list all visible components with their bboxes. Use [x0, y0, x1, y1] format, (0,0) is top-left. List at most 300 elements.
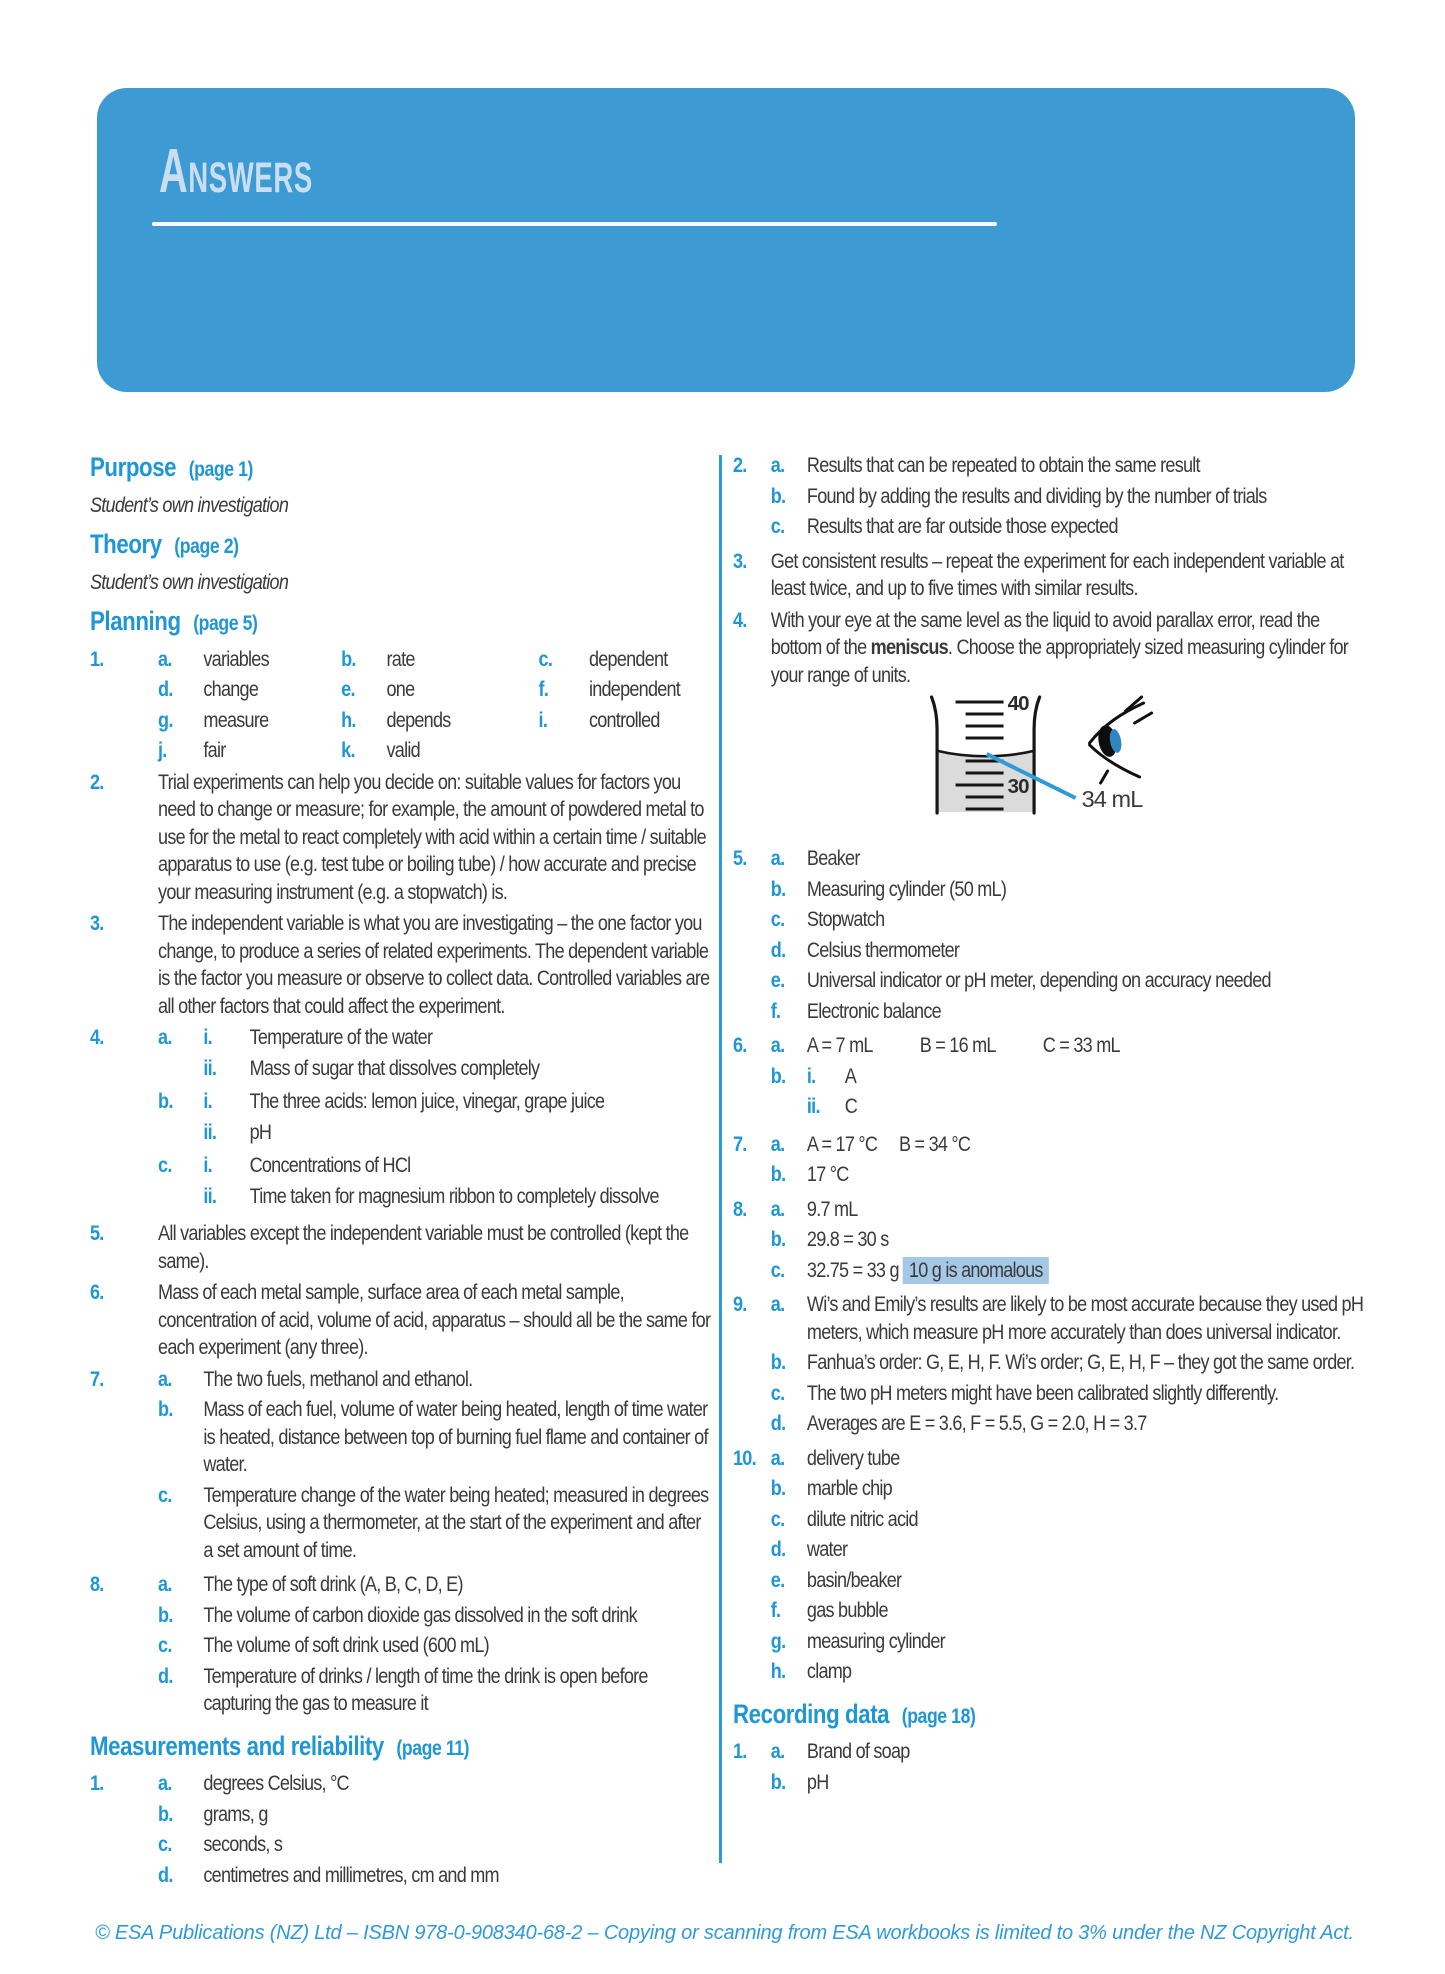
- part-letter: c.: [158, 1633, 172, 1657]
- answer-item: [90, 910, 712, 1020]
- answer-text: water: [806, 1537, 848, 1561]
- part-letter: b.: [158, 1602, 173, 1627]
- part-body: [203, 1571, 712, 1599]
- answer-part: [158, 1024, 712, 1085]
- section-page-ref: (page 18): [901, 1704, 976, 1728]
- part-body: [807, 1032, 1365, 1060]
- answer-item: [90, 1571, 712, 1721]
- answer-part: [771, 1349, 1365, 1377]
- answer-text: The two fuels, methanol and ethanol.: [203, 1366, 473, 1391]
- answer-part: [771, 906, 1365, 934]
- part-letter: b.: [770, 1769, 786, 1794]
- roman-numeral: ii.: [203, 1119, 217, 1144]
- left-column: [90, 452, 712, 1896]
- answer-text: 9.7 mL: [806, 1196, 858, 1221]
- answer-text: Mass of sugar that dissolves completely: [249, 1055, 540, 1080]
- answer-text: basin/beaker: [806, 1567, 902, 1592]
- answer-part: [771, 452, 1365, 480]
- item-number: 2.: [90, 769, 104, 794]
- part-letter: a.: [770, 1033, 785, 1057]
- item-body: [771, 845, 1365, 1028]
- footer-copyright: © ESA Publications (NZ) Ltd – ISBN 978-0-908340-68-2 – Copying or scanning from ESA workbooks is limited to 3% under the NZ Copyright Act.: [95, 1922, 1354, 1944]
- answer-item: [90, 769, 712, 907]
- item-body: [158, 1024, 712, 1216]
- answer-text: pH: [249, 1119, 272, 1144]
- part-letter: i.: [538, 707, 548, 732]
- item-number: 1.: [90, 646, 104, 671]
- section-heading: [90, 454, 712, 484]
- roman-row: [203, 1183, 712, 1211]
- part-letter: a.: [770, 1739, 785, 1763]
- answer-text: The type of soft drink (A, B, C, D, E): [203, 1572, 463, 1596]
- section-heading: [733, 1698, 1365, 1731]
- part-letter: d.: [770, 1537, 786, 1561]
- answer-part: [771, 1131, 1365, 1159]
- answer-item: [90, 646, 712, 765]
- answer-text: dependent: [588, 646, 668, 671]
- answer-part: [158, 1831, 712, 1859]
- answer-text: [771, 607, 1365, 690]
- roman-numeral: ii.: [806, 1094, 820, 1118]
- part-letter: a.: [158, 1572, 172, 1596]
- answer-part: [158, 1088, 712, 1149]
- answer-part: [158, 1801, 712, 1829]
- roman-row: [203, 1119, 712, 1147]
- answer-text: 32.75 = 33 g: [806, 1257, 899, 1282]
- answer-text: A: [844, 1063, 857, 1088]
- part-letter: b.: [158, 1089, 173, 1113]
- answer-text: The independent variable is what you are investigating – the one factor you change, to produce a series of related experiments. The dependent variable is the factor you measure or observe to collect data. Controlled variables are all other factors that could affect the experiment.: [158, 911, 710, 1018]
- part-body: [807, 1380, 1365, 1408]
- answer-item: [733, 845, 1365, 1028]
- part-body: [807, 452, 1365, 480]
- part-letter: b.: [770, 483, 786, 508]
- item-body: [158, 1279, 712, 1362]
- part-letter: a.: [770, 1196, 785, 1221]
- part-letter: b.: [770, 1350, 786, 1374]
- answer-text: gas bubble: [806, 1598, 888, 1622]
- part-letter: d.: [158, 677, 173, 701]
- section-title: Purpose: [90, 452, 177, 482]
- part-body: [807, 1410, 1365, 1438]
- answer-part: [158, 1663, 712, 1718]
- part-body: [203, 1801, 712, 1829]
- answer-text: Mass of each fuel, volume of water being heated, length of time water is heated, distance between top of burning fuel flame and container of water.: [203, 1397, 708, 1476]
- part-letter: d.: [158, 1663, 173, 1688]
- answer-part: [771, 1738, 1365, 1766]
- roman-row: [807, 1093, 1365, 1121]
- item-number: 2.: [733, 453, 747, 477]
- answer-text: marble chip: [806, 1476, 892, 1500]
- part-body: [807, 1063, 1365, 1124]
- part-letter: e.: [770, 1567, 785, 1592]
- answer-text: All variables except the independent variable must be controlled (kept the same).: [158, 1221, 689, 1273]
- part-body: [203, 1366, 712, 1394]
- part-letter: a.: [770, 846, 785, 870]
- part-letter: b.: [770, 1476, 786, 1500]
- answer-part: [158, 1366, 712, 1394]
- item-number: 3.: [733, 548, 747, 573]
- part-letter: b.: [158, 1397, 173, 1421]
- part-body: [807, 1131, 1365, 1159]
- item-body: [158, 1366, 712, 1568]
- item-body: [771, 1291, 1365, 1441]
- part-letter: c.: [770, 1506, 785, 1531]
- item-number: 1.: [733, 1739, 747, 1763]
- item-body: [771, 1196, 1365, 1288]
- part-body: [807, 1597, 1365, 1625]
- part-letter: g.: [770, 1628, 786, 1653]
- answer-item: [90, 1279, 712, 1362]
- part-body: [807, 1475, 1365, 1503]
- part-body: [807, 1349, 1365, 1377]
- answer-text: Universal indicator or pH meter, depending on accuracy needed: [806, 968, 1271, 992]
- answer-item: [733, 452, 1365, 544]
- answer-text: Time taken for magnesium ribbon to completely dissolve: [249, 1183, 659, 1208]
- answer-part: [771, 1196, 1365, 1224]
- item-number: 1.: [90, 1771, 104, 1795]
- answer-part: [771, 1226, 1365, 1254]
- roman-numeral: i.: [203, 1025, 212, 1049]
- item-number: 6.: [90, 1280, 104, 1304]
- answer-text: Brand of soap: [806, 1739, 910, 1763]
- answer-item: [90, 1366, 712, 1568]
- answer-item: [733, 1738, 1365, 1799]
- answer-text: valid: [386, 738, 420, 762]
- answer-text: seconds, s: [203, 1832, 283, 1856]
- part-body: [807, 1196, 1365, 1224]
- title-underline: [152, 222, 997, 226]
- answer-item: [733, 1032, 1365, 1127]
- part-letter: b.: [770, 1162, 786, 1186]
- section-page-ref: (page 5): [193, 612, 258, 635]
- item-body: [158, 1571, 712, 1721]
- answer-text: Mass of each metal sample, surface area of each metal sample, concentration of acid, volume of acid, apparatus – should all be the same for each experiment (any three).: [158, 1280, 711, 1359]
- part-body: [807, 1506, 1365, 1534]
- answer-part: [771, 998, 1365, 1026]
- answer-part: [771, 1536, 1365, 1564]
- item-number: 5.: [733, 846, 747, 870]
- part-letter: d.: [770, 1411, 786, 1435]
- answer-text: dilute nitric acid: [806, 1506, 918, 1531]
- answer-item: [733, 1131, 1365, 1192]
- answer-text: Temperature of drinks / length of time the drink is open before capturing the gas to measure it: [203, 1663, 648, 1715]
- section-page-ref: (page 2): [174, 535, 239, 558]
- right-column: [733, 452, 1365, 1803]
- answer-text: measuring cylinder: [806, 1628, 945, 1653]
- part-body: [203, 1088, 712, 1149]
- answer-part: [771, 483, 1365, 511]
- part-letter: a.: [158, 1025, 172, 1049]
- part-letter: d.: [158, 1862, 173, 1887]
- section-heading: [90, 531, 712, 561]
- section-page-ref: (page 1): [188, 458, 253, 481]
- measuring-cylinder-figure: [733, 693, 1365, 821]
- answer-text: fair: [203, 738, 226, 762]
- roman-numeral: ii.: [203, 1055, 217, 1080]
- header-banner: [97, 88, 1355, 392]
- part-body: [807, 483, 1365, 511]
- answer-text: Celsius thermometer: [806, 937, 960, 962]
- part-body: [807, 1445, 1365, 1473]
- part-letter: c.: [770, 907, 785, 931]
- scale-label-bottom: 30: [1007, 775, 1029, 798]
- answer-part: [771, 845, 1365, 873]
- answer-part: [158, 1862, 712, 1890]
- answer-text: variables: [203, 646, 269, 671]
- value-text: B = 34 °C: [898, 1131, 971, 1156]
- part-body: [807, 1161, 1365, 1189]
- roman-row: [203, 1152, 712, 1180]
- part-letter: k.: [341, 738, 355, 762]
- part-body: [807, 1291, 1365, 1346]
- answer-text: The volume of soft drink used (600 mL): [203, 1633, 489, 1657]
- part-letter: a.: [158, 646, 172, 671]
- part-body: [807, 998, 1365, 1026]
- answer-text: Measuring cylinder (50 mL): [806, 876, 1007, 901]
- item-number: 10.: [733, 1445, 756, 1470]
- part-body: [807, 1257, 1365, 1285]
- answer-part: [158, 1770, 712, 1798]
- answer-part: [771, 513, 1365, 541]
- answer-text: C: [844, 1094, 858, 1118]
- answer-part: [158, 1152, 712, 1213]
- item-number: 4.: [90, 1025, 104, 1049]
- part-body: [203, 1396, 712, 1479]
- part-letter: c.: [770, 514, 785, 538]
- answer-text: depends: [386, 707, 451, 732]
- answer-item: [733, 1445, 1365, 1689]
- value-text: A = 7 mL: [806, 1033, 873, 1057]
- answer-text: Electronic balance: [806, 998, 941, 1023]
- answer-text: change: [203, 677, 259, 701]
- answer-text: grams, g: [203, 1801, 268, 1826]
- measuring-cylinder-diagram: [930, 693, 1360, 821]
- part-letter: a.: [770, 1131, 785, 1156]
- value-text: C = 33 mL: [1042, 1033, 1120, 1057]
- column-divider: [719, 455, 722, 1863]
- roman-row: [203, 1055, 712, 1083]
- student-note: Student’s own investigation: [90, 492, 289, 517]
- part-letter: a.: [770, 1445, 785, 1470]
- part-letter: f.: [770, 1598, 781, 1622]
- bold-term: meniscus: [870, 635, 948, 659]
- item-body: [771, 1738, 1365, 1799]
- answer-item: [90, 1220, 712, 1275]
- text-segment: With your eye at the same level as the liquid to avoid parallax error, read the bottom of the: [770, 607, 1320, 659]
- item-body: [771, 452, 1365, 544]
- answer-part: [771, 1410, 1365, 1438]
- answer-text: pH: [806, 1769, 829, 1794]
- answer-text: The three acids: lemon juice, vinegar, grape juice: [249, 1089, 605, 1113]
- item-body: [771, 1032, 1365, 1127]
- answer-grid: [158, 646, 712, 765]
- cylinder-wall-left: [932, 697, 938, 813]
- part-letter: a.: [770, 1292, 785, 1316]
- item-number: 4.: [733, 607, 747, 632]
- item-body: [158, 910, 712, 1020]
- answer-part: [771, 1063, 1365, 1124]
- item-number: 3.: [90, 911, 104, 935]
- part-body: [807, 906, 1365, 934]
- answer-text: Results that are far outside those expected: [806, 514, 1118, 538]
- answer-part: [771, 876, 1365, 904]
- answer-text: Get consistent results – repeat the experiment for each independent variable at least twice, and up to five times with similar results.: [770, 548, 1344, 600]
- answer-part: [771, 1257, 1365, 1285]
- part-letter: f.: [538, 677, 549, 701]
- answer-text: Beaker: [806, 846, 860, 870]
- answer-part: [771, 1658, 1365, 1686]
- part-body: [203, 1862, 712, 1890]
- roman-numeral: ii.: [203, 1183, 217, 1208]
- answer-text: Concentrations of HCl: [249, 1153, 411, 1177]
- answer-text: Wi’s and Emily’s results are likely to be most accurate because they used pH meters, which measure pH more accurately than does universal indicator.: [806, 1292, 1364, 1344]
- item-number: 8.: [733, 1196, 747, 1221]
- answer-part: [771, 1291, 1365, 1346]
- answer-item: [733, 607, 1365, 690]
- part-body: [807, 513, 1365, 541]
- part-letter: a.: [158, 1366, 172, 1391]
- answer-part: [771, 1445, 1365, 1473]
- item-body: [158, 1770, 712, 1892]
- scale-label-top: 40: [1007, 693, 1029, 715]
- item-body: [771, 1131, 1365, 1192]
- part-body: [807, 1226, 1365, 1254]
- text-segment: . Choose the appropriately sized measuring cylinder for your range of units.: [770, 635, 1349, 687]
- section-title: Recording data: [733, 1698, 890, 1729]
- part-body: [807, 1628, 1365, 1656]
- item-body: [158, 769, 712, 907]
- answer-text: Results that can be repeated to obtain the same result: [806, 453, 1200, 477]
- item-body: [771, 548, 1365, 603]
- part-body: [807, 1567, 1365, 1595]
- answer-text: The volume of carbon dioxide gas dissolved in the soft drink: [203, 1602, 637, 1627]
- value-text: A = 17 °C: [806, 1131, 878, 1156]
- answer-part: [158, 1632, 712, 1660]
- part-letter: c.: [158, 1482, 172, 1507]
- part-body: [203, 1663, 712, 1718]
- item-number: 8.: [90, 1572, 104, 1596]
- section-title: Measurements and reliability: [90, 1730, 384, 1761]
- part-letter: e.: [341, 677, 355, 701]
- item-body: [771, 1445, 1365, 1689]
- answer-text: 29.8 = 30 s: [806, 1227, 889, 1251]
- answer-text: 17 °C: [806, 1162, 849, 1186]
- answer-text: Temperature change of the water being heated; measured in degrees Celsius, using a thermometer, at the start of the experiment and after a set amount of time.: [203, 1482, 709, 1562]
- part-letter: a.: [770, 453, 785, 477]
- answer-text: The two pH meters might have been calibrated slightly differently.: [806, 1380, 1279, 1405]
- part-body: [203, 1482, 712, 1565]
- answer-part: [158, 1602, 712, 1630]
- answer-part: [771, 1506, 1365, 1534]
- section-title: Planning: [90, 606, 181, 636]
- part-letter: b.: [158, 1801, 173, 1826]
- roman-numeral: i.: [203, 1153, 212, 1177]
- answer-item: [733, 1196, 1365, 1288]
- part-body: [807, 1658, 1365, 1686]
- part-letter: c.: [538, 646, 553, 671]
- answer-text: Fanhua’s order: G, E, H, F. Wi’s order; G, E, H, F – they got the same order.: [806, 1350, 1355, 1374]
- reading-label: 34 mL: [1081, 786, 1143, 812]
- answer-part: [158, 1571, 712, 1599]
- part-body: [203, 1602, 712, 1630]
- answer-item: [733, 1291, 1365, 1441]
- part-letter: c.: [770, 1380, 785, 1405]
- part-body: [807, 1536, 1365, 1564]
- answer-text: degrees Celsius, °C: [203, 1771, 349, 1795]
- answer-text: rate: [386, 646, 415, 671]
- part-letter: b.: [770, 1227, 786, 1251]
- item-number: 7.: [90, 1366, 104, 1391]
- value-text: B = 16 mL: [919, 1033, 996, 1057]
- cylinder-wall-right: [1034, 697, 1040, 813]
- answer-text: Averages are E = 3.6, F = 5.5, G = 2.0, H = 3.7: [806, 1411, 1147, 1435]
- part-body: [807, 845, 1365, 873]
- roman-row: [203, 1088, 712, 1116]
- answer-part: [158, 1482, 712, 1565]
- section-title: Theory: [90, 529, 162, 559]
- part-letter: a.: [158, 1771, 172, 1795]
- answer-text: independent: [588, 677, 681, 701]
- item-body: [771, 607, 1365, 690]
- part-letter: d.: [770, 937, 786, 962]
- part-body: [203, 1152, 712, 1213]
- answer-part: [771, 1567, 1365, 1595]
- part-letter: e.: [770, 968, 785, 992]
- part-letter: b.: [341, 646, 356, 671]
- answer-text: measure: [203, 707, 269, 732]
- answer-part: [771, 967, 1365, 995]
- answer-item: [733, 548, 1365, 603]
- answer-part: [158, 1396, 712, 1479]
- item-number: 9.: [733, 1292, 747, 1316]
- answer-part: [771, 1380, 1365, 1408]
- part-letter: b.: [770, 1063, 786, 1088]
- part-letter: c.: [158, 1153, 172, 1177]
- part-body: [807, 1769, 1365, 1797]
- part-body: [203, 1632, 712, 1660]
- answer-part: [771, 1475, 1365, 1503]
- page-title: Answers: [159, 137, 313, 206]
- answer-text: Temperature of the water: [249, 1025, 433, 1049]
- roman-numeral: i.: [806, 1063, 816, 1088]
- part-body: [807, 876, 1365, 904]
- roman-row: [203, 1024, 712, 1052]
- answer-part: [771, 1628, 1365, 1656]
- section-heading: [90, 1730, 712, 1763]
- answer-item: [90, 1770, 712, 1892]
- item-number: 5.: [90, 1221, 104, 1245]
- answer-part: [771, 937, 1365, 965]
- item-number: 6.: [733, 1033, 747, 1057]
- answer-part: [771, 1769, 1365, 1797]
- part-letter: j.: [158, 738, 167, 762]
- part-body: [203, 1024, 712, 1085]
- part-letter: c.: [158, 1832, 172, 1856]
- answer-part: [771, 1597, 1365, 1625]
- student-note: Student’s own investigation: [90, 569, 289, 594]
- part-body: [807, 1738, 1365, 1766]
- answer-part: [771, 1032, 1365, 1060]
- section-page-ref: (page 11): [396, 1736, 470, 1760]
- part-letter: g.: [158, 707, 173, 732]
- answer-text: Trial experiments can help you decide on: suitable values for factors you need to change or measure; for example, the amount of powdered metal to use for the metal to react completely with acid within a certain time / suitable apparatus to use (e.g. test tube or boiling tube) / how accurate and precise your measuring instrument (e.g. a stopwatch) is.: [158, 769, 706, 904]
- answer-text: controlled: [588, 707, 660, 732]
- part-letter: b.: [770, 876, 786, 901]
- part-letter: h.: [770, 1659, 786, 1683]
- part-body: [807, 967, 1365, 995]
- roman-row: [807, 1063, 1365, 1091]
